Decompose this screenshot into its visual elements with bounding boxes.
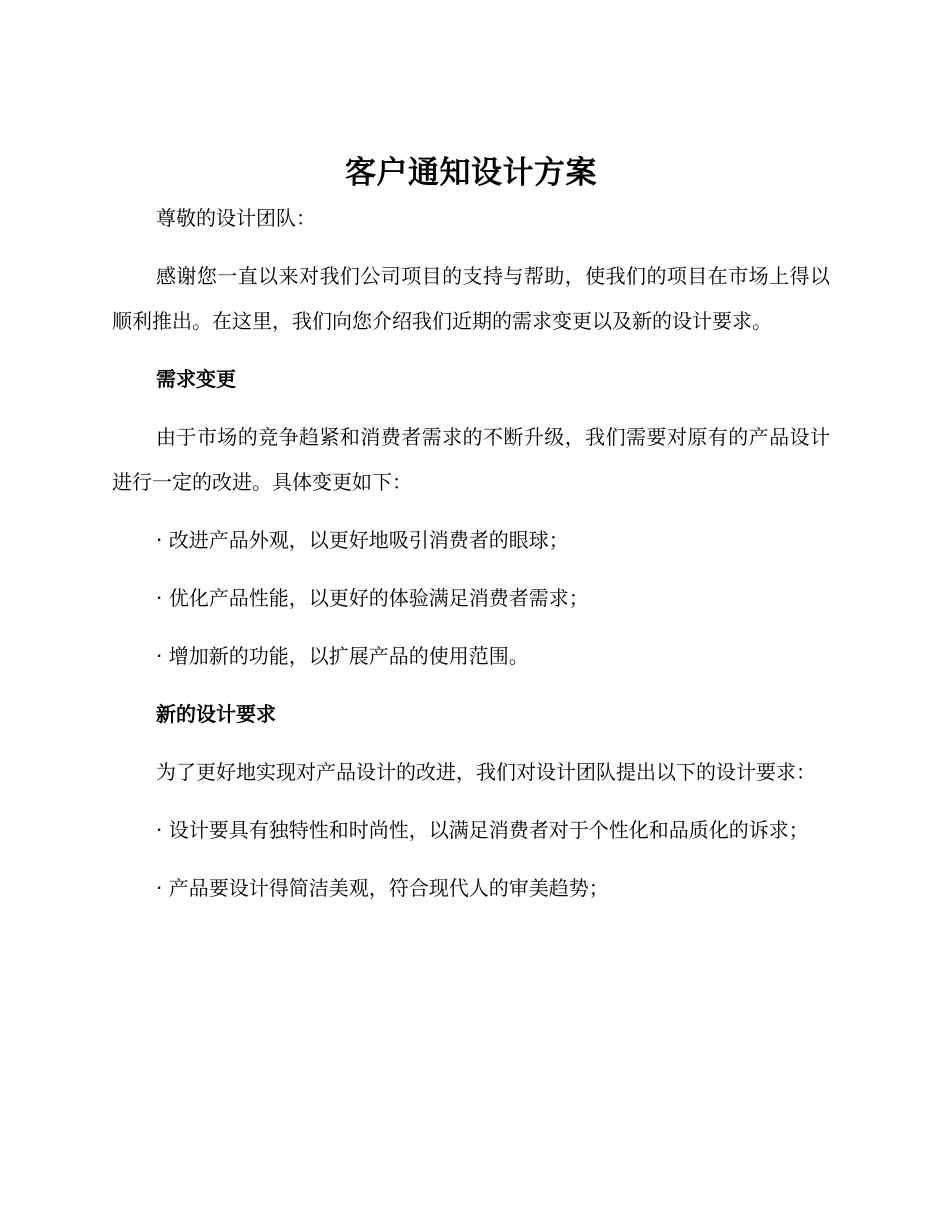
list-item: · 改进产品外观，以更好地吸引消费者的眼球； bbox=[156, 528, 569, 552]
intro-paragraph: 感谢您一直以来对我们公司项目的支持与帮助，使我们的项目在市场上得以顺利推出。在这里，我们向您介绍我们近期的需求变更以及新的设计要求。 bbox=[112, 264, 830, 333]
section-heading-new-design-requirements: 新的设计要求 bbox=[156, 702, 276, 726]
list-item: · 优化产品性能，以更好的体验满足消费者需求； bbox=[156, 586, 589, 610]
list-item: · 增加新的功能，以扩展产品的使用范围。 bbox=[156, 644, 529, 668]
list-item: · 产品要设计得简洁美观，符合现代人的审美趋势； bbox=[156, 876, 609, 900]
section-heading-requirement-change: 需求变更 bbox=[156, 367, 236, 391]
requirement-change-paragraph: 由于市场的竞争趋紧和消费者需求的不断升级，我们需要对原有的产品设计进行一定的改进。具体变更如下： bbox=[112, 425, 830, 494]
document-title: 客户通知设计方案 bbox=[345, 155, 597, 191]
greeting-line: 尊敬的设计团队： bbox=[156, 206, 316, 230]
document-page bbox=[112, 150, 830, 911]
list-item: · 设计要具有独特性和时尚性，以满足消费者对于个性化和品质化的诉求； bbox=[156, 818, 809, 842]
new-design-paragraph: 为了更好地实现对产品设计的改进，我们对设计团队提出以下的设计要求： bbox=[156, 760, 816, 784]
